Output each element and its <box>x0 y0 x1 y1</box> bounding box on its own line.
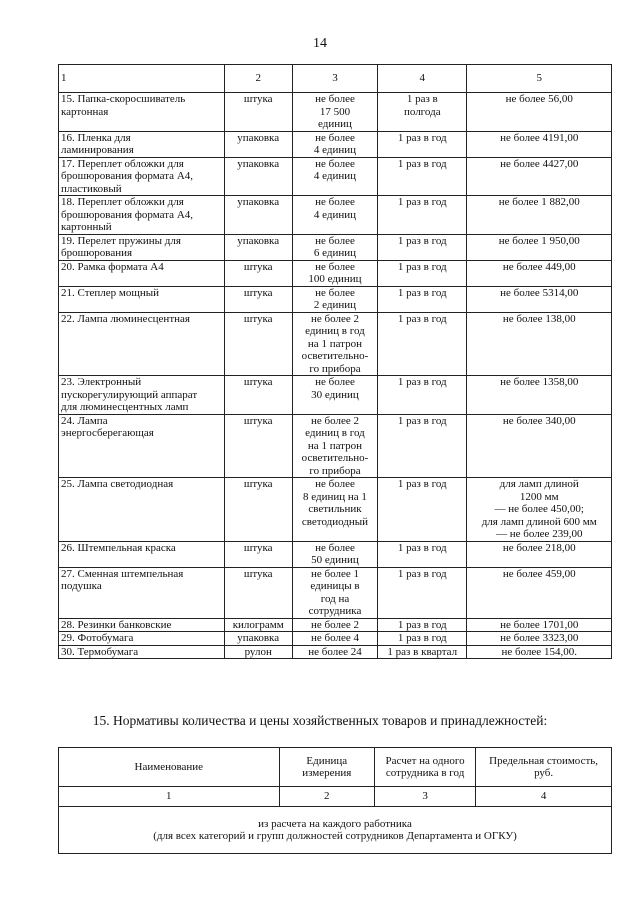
cell-line: 1 раз в год <box>397 632 447 644</box>
cell-line: 15. Папка-скоросшиватель <box>61 93 186 105</box>
item-frequency <box>378 131 467 157</box>
cell-line: из расчета на каждого работника <box>258 817 412 830</box>
cell-line: не более 1358,00 <box>500 376 579 388</box>
cell-line: не более 2 <box>310 312 359 325</box>
item-quantity <box>292 196 377 235</box>
column-number: 2 <box>279 787 374 807</box>
cell-line: 19. Перелет пружины для <box>61 234 181 247</box>
cell-line: 1 раз в год <box>397 478 447 490</box>
cell-line: 26. Штемпельная краска <box>61 541 176 554</box>
table-row <box>59 567 612 618</box>
column-number-row <box>59 65 612 93</box>
item-price <box>467 234 612 260</box>
column-number: 1 <box>59 65 225 93</box>
item-frequency <box>378 478 467 542</box>
item-frequency <box>378 541 467 567</box>
cell-line: единиц <box>318 118 352 130</box>
cell-line: не более 154,00. <box>501 645 577 658</box>
cell-line: не более <box>315 478 355 490</box>
cell-line: 1 раз в год <box>397 157 447 170</box>
cell-line: упаковка <box>237 632 280 644</box>
item-name <box>59 376 225 415</box>
item-price <box>467 376 612 415</box>
cell-line: 20. Рамка формата А4 <box>61 260 164 273</box>
cell-line: штука <box>243 312 273 325</box>
cell-line: единицы в <box>310 580 360 592</box>
cell-line: полгода <box>403 105 441 118</box>
item-name <box>59 131 225 157</box>
cell-line: не более 340,00 <box>502 414 576 427</box>
cell-line: 21. Степлер мощный <box>61 286 159 299</box>
supplies-norms-table <box>58 64 612 659</box>
header-cell-max-cost <box>476 748 612 787</box>
cell-line: 1 раз в год <box>397 414 447 427</box>
item-frequency <box>378 567 467 618</box>
cell-line: 1 раз в год <box>397 312 447 325</box>
section-15-title: 15. Нормативы количества и цены хозяйственных товаров и принадлежностей: <box>92 713 548 728</box>
cell-line: для люминесцентных ламп <box>61 401 189 413</box>
item-quantity <box>292 93 377 132</box>
cell-line: осветительно- <box>301 452 369 464</box>
table-row <box>59 376 612 415</box>
cell-line: не более 1701,00 <box>500 618 579 631</box>
item-price <box>467 93 612 132</box>
item-price <box>467 157 612 196</box>
cell-line: не более <box>315 131 355 144</box>
cell-line: штука <box>243 260 273 273</box>
item-price <box>467 645 612 659</box>
item-frequency <box>378 414 467 478</box>
cell-line: 100 единиц <box>308 273 362 285</box>
item-quantity <box>292 376 377 415</box>
cell-line: — не более 239,00 <box>495 528 583 540</box>
cell-line: го прибора <box>309 362 361 375</box>
item-price <box>467 131 612 157</box>
item-price <box>467 618 612 632</box>
header-cell-name <box>59 748 280 787</box>
cell-line: упаковка <box>237 196 280 208</box>
item-name <box>59 632 225 646</box>
per-employee-note <box>59 807 612 854</box>
column-number: 1 <box>59 787 280 807</box>
item-price <box>467 478 612 542</box>
cell-line: 27. Сменная штемпельная <box>61 567 184 580</box>
cell-line: Наименование <box>134 760 204 773</box>
cell-line: штука <box>243 286 273 299</box>
cell-line: пластиковый <box>61 182 122 195</box>
item-quantity <box>292 478 377 542</box>
cell-line: единиц в год <box>305 427 365 439</box>
cell-line: 1 раз в год <box>397 196 447 208</box>
cell-line: сотрудника в год <box>385 767 465 779</box>
cell-line: не более 138,00 <box>502 312 576 325</box>
cell-line: светодиодный <box>301 515 369 528</box>
table-row <box>59 541 612 567</box>
item-name <box>59 618 225 632</box>
column-number: 3 <box>292 65 377 93</box>
item-unit <box>224 93 292 132</box>
item-name <box>59 414 225 478</box>
household-goods-norms-table <box>58 747 612 854</box>
cell-line: 23. Электронный <box>61 376 142 388</box>
item-quantity <box>292 645 377 659</box>
cell-line: го прибора <box>309 464 361 477</box>
cell-line: Расчет на одного <box>385 754 465 767</box>
item-price <box>467 196 612 235</box>
cell-line: не более 1 <box>310 567 359 580</box>
cell-line: — не более 450,00; <box>494 503 584 515</box>
table-row <box>59 131 612 157</box>
item-price <box>467 567 612 618</box>
cell-line: год на <box>320 592 350 605</box>
item-quantity <box>292 618 377 632</box>
cell-line: 1 раз в год <box>397 618 447 631</box>
cell-line: 50 единиц <box>311 554 359 566</box>
table-row <box>59 234 612 260</box>
cell-line: сотрудника <box>308 605 362 617</box>
cell-line: не более 2 <box>310 618 359 631</box>
item-price <box>467 260 612 286</box>
cell-line: не более 4427,00 <box>500 157 579 170</box>
header-row <box>59 748 612 787</box>
cell-line: 1200 мм <box>519 490 559 503</box>
cell-line: не более 1 950,00 <box>498 234 580 247</box>
item-frequency <box>378 196 467 235</box>
cell-line: 17 500 <box>319 105 351 118</box>
item-frequency <box>378 260 467 286</box>
cell-line: 4 единиц <box>313 170 357 182</box>
item-frequency <box>378 234 467 260</box>
item-unit <box>224 131 292 157</box>
table-row <box>59 312 612 376</box>
column-number: 4 <box>378 65 467 93</box>
cell-line: штука <box>243 376 273 388</box>
table-row <box>59 286 612 312</box>
item-frequency <box>378 376 467 415</box>
cell-line: на 1 патрон <box>307 439 363 452</box>
item-unit <box>224 234 292 260</box>
item-unit <box>224 376 292 415</box>
item-unit <box>224 632 292 646</box>
item-name <box>59 645 225 659</box>
cell-line: 30. Термобумага <box>61 645 139 658</box>
cell-line: не более <box>315 286 355 299</box>
item-name <box>59 157 225 196</box>
item-price <box>467 312 612 376</box>
cell-line: брошюрования формата А4, <box>61 208 194 221</box>
cell-line: энергосберегающая <box>61 427 154 439</box>
cell-line: не более 449,00 <box>502 260 576 273</box>
cell-line: пускорегулирующий аппарат <box>61 388 198 401</box>
cell-line: 6 единиц <box>313 247 357 259</box>
cell-line: упаковка <box>237 157 280 170</box>
cell-line: 4 единиц <box>313 144 357 156</box>
cell-line: единиц в год <box>305 325 365 337</box>
item-frequency <box>378 286 467 312</box>
cell-line: штука <box>243 567 273 580</box>
table-row <box>59 618 612 632</box>
cell-line: не более 459,00 <box>502 567 576 580</box>
table-row <box>59 645 612 659</box>
cell-line: 1 раз в год <box>397 541 447 554</box>
cell-line: штука <box>243 93 273 105</box>
cell-line: 18. Переплет обложки для <box>61 196 184 208</box>
item-frequency <box>378 157 467 196</box>
item-quantity <box>292 312 377 376</box>
cell-line: 2 единиц <box>313 299 357 311</box>
cell-line: Единица <box>306 754 348 767</box>
item-price <box>467 414 612 478</box>
cell-line: 17. Переплет обложки для <box>61 157 184 170</box>
table-row <box>59 478 612 542</box>
header-cell-per-employee <box>374 748 475 787</box>
cell-line: 29. Фотобумага <box>61 632 134 644</box>
item-quantity <box>292 414 377 478</box>
cell-line: не более <box>315 157 355 170</box>
cell-line: подушка <box>61 580 102 592</box>
cell-line: 4 единиц <box>313 208 357 221</box>
cell-line: 22. Лампа люминесцентная <box>61 312 190 325</box>
item-unit <box>224 260 292 286</box>
cell-line: брошюрования <box>61 247 133 259</box>
cell-line: не более 5314,00 <box>500 286 579 299</box>
table-row <box>59 414 612 478</box>
cell-line: штука <box>243 414 273 427</box>
item-frequency <box>378 618 467 632</box>
cell-line: 8 единиц на 1 <box>303 490 367 503</box>
table-row <box>59 632 612 646</box>
cell-line: не более 24 <box>308 645 362 658</box>
cell-line: не более <box>315 93 355 105</box>
item-unit <box>224 567 292 618</box>
note-row <box>59 807 612 854</box>
item-quantity <box>292 632 377 646</box>
item-name <box>59 567 225 618</box>
item-name <box>59 541 225 567</box>
cell-line: 30 единиц <box>311 388 359 401</box>
item-price <box>467 632 612 646</box>
item-quantity <box>292 131 377 157</box>
cell-line: упаковка <box>237 131 280 144</box>
cell-line: 1 раз в год <box>397 260 447 273</box>
item-name <box>59 234 225 260</box>
cell-line: ламинирования <box>61 144 134 156</box>
item-frequency <box>378 645 467 659</box>
cell-line: 1 раз в квартал <box>387 645 458 658</box>
column-number: 4 <box>476 787 612 807</box>
item-quantity <box>292 234 377 260</box>
cell-line: 1 раз в год <box>397 286 447 299</box>
item-unit <box>224 414 292 478</box>
cell-line: 1 раз в год <box>397 234 447 247</box>
item-name <box>59 478 225 542</box>
item-unit <box>224 618 292 632</box>
cell-line: не более <box>315 234 355 247</box>
cell-line: 25. Лампа светодиодная <box>61 478 174 490</box>
cell-line: руб. <box>534 767 554 779</box>
column-number: 5 <box>467 65 612 93</box>
cell-line: не более 3323,00 <box>500 632 579 644</box>
item-unit <box>224 312 292 376</box>
cell-line: картонный <box>61 221 112 233</box>
column-number: 3 <box>374 787 475 807</box>
item-name <box>59 93 225 132</box>
cell-line: 1 раз в год <box>397 567 447 580</box>
cell-line: 28. Резинки банковские <box>61 618 172 631</box>
item-quantity <box>292 157 377 196</box>
item-quantity <box>292 260 377 286</box>
column-number-row <box>59 787 612 807</box>
item-name <box>59 196 225 235</box>
cell-line: (для всех категорий и групп должностей сотрудников Департамента и ОГКУ) <box>153 830 517 842</box>
table-row <box>59 157 612 196</box>
item-quantity <box>292 286 377 312</box>
item-unit <box>224 157 292 196</box>
item-frequency <box>378 312 467 376</box>
cell-line: не более <box>315 376 355 388</box>
cell-line: Предельная стоимость, <box>489 754 599 767</box>
item-quantity <box>292 541 377 567</box>
item-name <box>59 260 225 286</box>
item-frequency <box>378 93 467 132</box>
cell-line: 1 раз в год <box>397 131 447 144</box>
cell-line: не более 2 <box>310 414 359 427</box>
cell-line: не более 56,00 <box>505 93 573 105</box>
item-price <box>467 286 612 312</box>
column-number: 2 <box>224 65 292 93</box>
item-unit <box>224 196 292 235</box>
item-unit <box>224 645 292 659</box>
item-price <box>467 541 612 567</box>
cell-line: рулон <box>244 645 272 658</box>
item-unit <box>224 286 292 312</box>
cell-line: для ламп длиной <box>499 478 579 490</box>
table-row <box>59 93 612 132</box>
table-row <box>59 260 612 286</box>
cell-line: не более 4 <box>310 632 359 644</box>
cell-line: не более <box>315 541 355 554</box>
cell-line: не более 218,00 <box>502 541 576 554</box>
cell-line: 24. Лампа <box>61 414 108 427</box>
cell-line: брошюрования формата А4, <box>61 170 194 182</box>
cell-line: осветительно- <box>301 350 369 362</box>
cell-line: светильник <box>308 503 362 515</box>
cell-line: не более <box>315 260 355 273</box>
header-cell-unit <box>279 748 374 787</box>
item-name <box>59 286 225 312</box>
cell-line: штука <box>243 541 273 554</box>
cell-line: картонная <box>61 105 109 118</box>
cell-line: для ламп длиной 600 мм <box>481 515 597 528</box>
item-frequency <box>378 632 467 646</box>
cell-line: 16. Пленка для <box>61 131 131 144</box>
cell-line: штука <box>243 478 273 490</box>
item-name <box>59 312 225 376</box>
cell-line: килограмм <box>232 618 284 631</box>
item-unit <box>224 478 292 542</box>
item-unit <box>224 541 292 567</box>
cell-line: измерения <box>302 767 352 779</box>
cell-line: упаковка <box>237 234 280 247</box>
cell-line: на 1 патрон <box>307 337 363 350</box>
table-row <box>59 196 612 235</box>
item-quantity <box>292 567 377 618</box>
page-number: 14 <box>313 36 327 51</box>
cell-line: 1 раз в <box>406 93 438 105</box>
cell-line: не более <box>315 196 355 208</box>
cell-line: не более 1 882,00 <box>498 196 580 208</box>
cell-line: 1 раз в год <box>397 376 447 388</box>
cell-line: не более 4191,00 <box>500 131 579 144</box>
